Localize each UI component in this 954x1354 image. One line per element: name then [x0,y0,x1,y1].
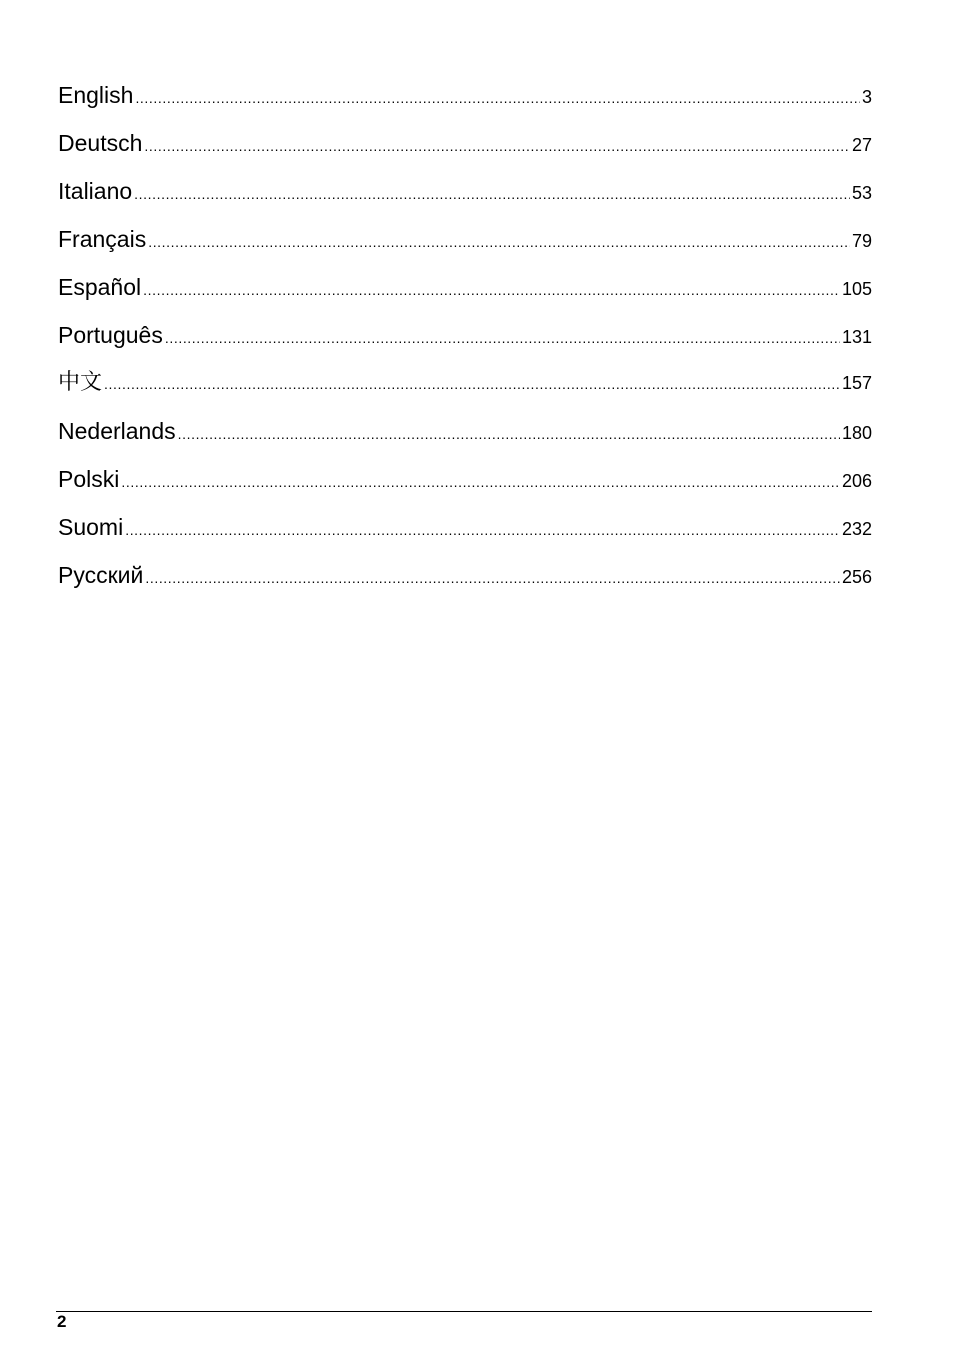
toc-dot-leader [145,561,840,595]
toc-entry-page: 131 [841,327,872,347]
toc-entry-label: Polski [58,466,120,492]
toc-entry-chinese[interactable] [58,366,872,414]
toc-entry-label: Italiano [58,178,133,204]
toc-dot-leader [135,81,860,115]
toc-entry-label: Français [58,226,147,252]
toc-entry-label: Português [58,322,163,348]
toc-entry-espanol[interactable] [58,270,872,318]
toc-entry-label: Nederlands [58,418,176,444]
toc-entry-page: 256 [841,567,872,587]
toc-dot-leader [121,465,840,499]
toc-entry-polski[interactable] [58,462,872,510]
toc-entry-page: 79 [851,231,872,251]
toc-entry-page: 105 [841,279,872,299]
toc-entry-italiano[interactable] [58,174,872,222]
toc-entry-page: 157 [841,373,872,393]
toc-entry-portugues[interactable] [58,318,872,366]
toc-entry-label: Deutsch [58,130,143,156]
toc-dot-leader [134,177,850,211]
page-number: 2 [57,1312,67,1331]
toc-entry-page: 180 [841,423,872,443]
toc-dot-leader [178,417,840,451]
toc-entry-label: Suomi [58,514,124,540]
toc-entry-english[interactable] [58,78,872,126]
toc-entry-page: 206 [841,471,872,491]
toc-entry-page: 27 [851,135,872,155]
toc-dot-leader [165,321,840,355]
toc-entry-label: Español [58,274,142,300]
toc-entry-label: English [58,82,134,108]
toc-entry-label: 中文 [58,370,103,395]
toc-dot-leader [104,367,840,401]
toc-entry-suomi[interactable] [58,510,872,558]
toc-dot-leader [148,225,850,259]
toc-entry-russian[interactable] [58,558,872,606]
toc-dot-leader [143,273,840,307]
footer-divider [56,1311,872,1312]
toc-dot-leader [125,513,840,547]
toc-entry-francais[interactable] [58,222,872,270]
toc-entry-nederlands[interactable] [58,414,872,462]
toc-entry-page: 3 [861,87,872,107]
toc-entry-label: Русский [58,562,144,588]
toc-entry-page: 53 [851,183,872,203]
table-of-contents [58,78,872,606]
toc-entry-page: 232 [841,519,872,539]
toc-dot-leader [144,129,850,163]
toc-entry-deutsch[interactable] [58,126,872,174]
